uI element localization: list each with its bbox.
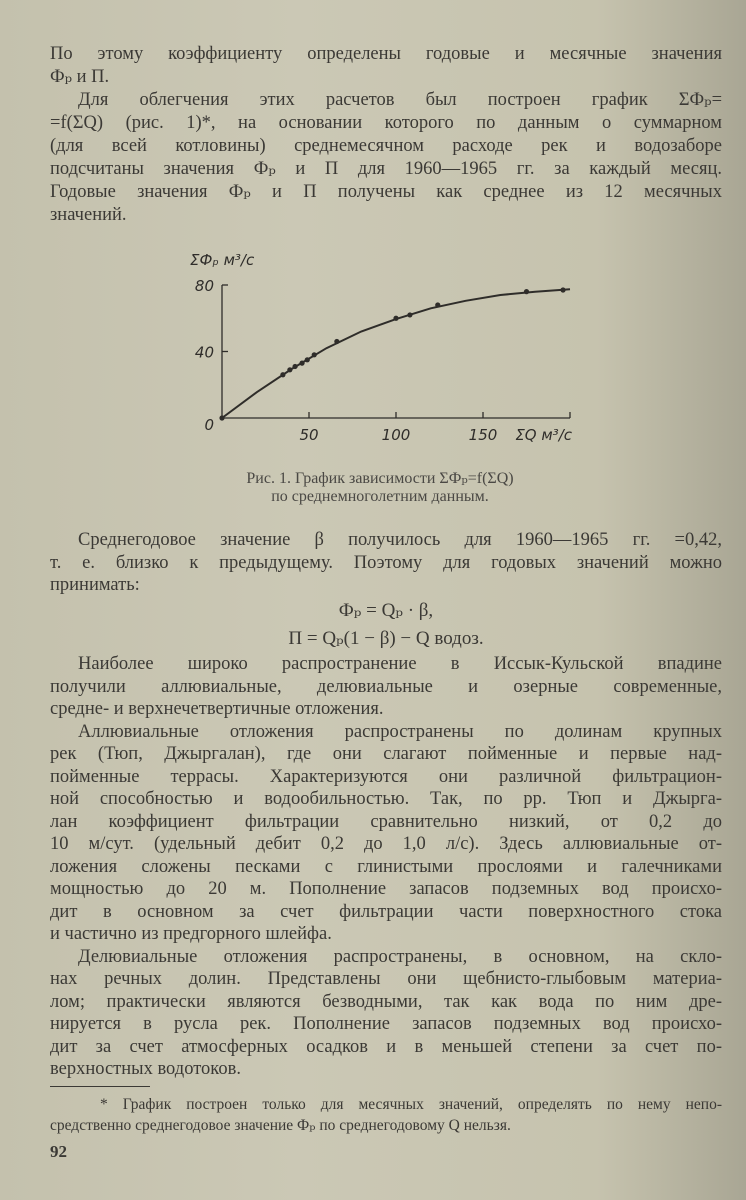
text-line: получили аллювиальные, делювиальные и озерные современные, [50, 676, 722, 697]
paragraph [50, 529, 722, 597]
footnote-line: * График построен только для месячных значений, определять по нему непо- [100, 1096, 722, 1113]
data-point [299, 361, 304, 366]
text-line: 10 м/сут. (удельный дебит 0,2 до 1,0 л/с). Здесь аллювиальные от- [50, 834, 722, 854]
paragraph [50, 43, 722, 89]
data-point [280, 372, 285, 377]
text-line: т. е. близко к предыдущему. Поэтому для годовых значений можно [50, 552, 722, 573]
text-line: =f(ΣQ) (рис. 1)*, на основании которого по данным о суммарном [50, 113, 722, 133]
x-tick-label: 50 [299, 426, 319, 444]
y-tick-label: 40 [194, 343, 214, 362]
text-line: Для облегчения этих расчетов был построен график ΣФₚ= [78, 90, 722, 110]
text-line: средне- и верхнечетвертичные отложения. [50, 699, 384, 719]
text-line: ложения сложены песками с глинистыми прослоями и галечниками [50, 856, 722, 877]
figure-1-chart [185, 240, 605, 470]
footnote-line: средственно среднегодовое значение Фₚ по среднегодовому Q нельзя. [50, 1117, 511, 1134]
x-tick-label: 150 [468, 426, 498, 444]
text-line: значений. [50, 205, 127, 225]
paragraph [50, 89, 722, 227]
data-point [435, 302, 440, 307]
text-line: Делювиальные отложения распространены, в основном, на скло- [78, 946, 722, 967]
text-line: верхностных водотоков. [50, 1059, 241, 1079]
footnote-divider [50, 1086, 150, 1087]
paragraph [50, 721, 722, 946]
data-point [334, 339, 339, 344]
data-point [219, 415, 224, 420]
data-point [407, 312, 412, 317]
text-line: лом; практически являются безводными, так как вода по ним дре- [50, 991, 722, 1012]
footnote [50, 1094, 722, 1136]
text-line: ной способностью и водообильностью. Так, по рр. Тюп и Джырга- [50, 789, 722, 809]
text-line: дит за счет атмосферных осадков и в меньшей степени за счет по- [50, 1036, 722, 1057]
text-block-deposits [50, 653, 722, 1081]
text-line: лан коэффициент фильтрации сравнительно низкий, от 0,2 до [50, 811, 722, 832]
paragraph [50, 946, 722, 1081]
text-line: Аллювиальные отложения распространены по долинам крупных [78, 721, 722, 742]
text-line: пойменные террасы. Характеризуются они различной фильтрацион- [50, 766, 722, 787]
text-line: По этому коэффициенту определены годовые и месячные значения [50, 44, 722, 64]
text-line: Наиболее широко распространение в Иссык-Кульской впадине [78, 654, 722, 674]
data-point [305, 357, 310, 362]
text-line: Фₚ и П. [50, 67, 110, 87]
data-point [560, 287, 565, 292]
y-tick-label: 0 [204, 416, 214, 434]
text-line: нируется в русла рек. Пополнение запасов подземных вод происхо- [50, 1014, 722, 1034]
x-axis-label: ΣQ м³/с [515, 426, 572, 444]
formula-phi: Фₚ = Qₚ · β, [338, 599, 434, 621]
page-number: 92 [50, 1142, 67, 1161]
formula-p: П = Qₚ(1 − β) − Q водоз. [288, 627, 484, 649]
data-point [287, 367, 292, 372]
data-point [524, 289, 529, 294]
x-tick-label: 100 [381, 426, 411, 444]
caption-line-1: Рис. 1. График зависимости ΣФₚ=f(ΣQ) [246, 470, 514, 487]
data-point [393, 316, 398, 321]
y-tick-label: 80 [194, 277, 214, 295]
caption-line-2: по среднемноголетним данным. [271, 488, 489, 505]
text-line: подсчитаны значения Фₚ и П для 1960—1965 гг. за каждый месяц. [50, 159, 722, 179]
fitted-curve [222, 289, 570, 418]
beta-paragraphs [50, 529, 722, 597]
text-block-beta [50, 529, 722, 653]
text-block-intro [50, 43, 722, 227]
text-line: (для всей котловины) среднемесячном расходе рек и водозаборе [50, 136, 722, 156]
data-point [312, 352, 317, 357]
paragraph [50, 653, 722, 721]
text-line: и частично из предгорного шлейфа. [50, 924, 332, 944]
text-line: дит в основном за счет фильтрации части поверхностного стока [50, 901, 722, 922]
data-point [292, 364, 297, 369]
text-line: Среднегодовое значение β получилось для 1960—1965 гг. =0,42, [78, 530, 722, 550]
text-line: рек (Тюп, Джыргалан), где они слагают пойменные и первые над- [50, 744, 722, 764]
text-line: мощностью до 20 м. Пополнение запасов подземных вод происхо- [50, 879, 722, 899]
text-line: принимать: [50, 575, 140, 595]
text-line: нах речных долин. Представлены они щебнисто-глыбовым материа- [50, 969, 722, 989]
text-line: Годовые значения Фₚ и П получены как среднее из 12 месячных [50, 182, 722, 202]
figure-caption [150, 470, 610, 506]
y-axis-label: ΣФₚ м³/с [190, 251, 255, 269]
